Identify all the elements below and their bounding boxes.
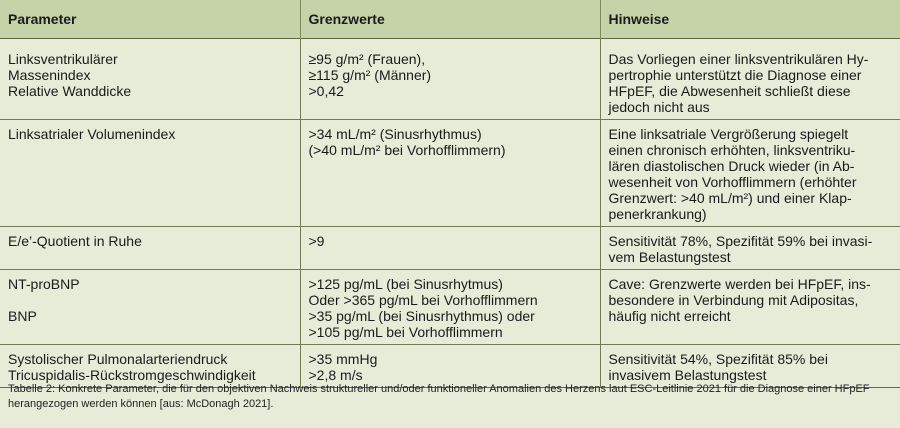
cell-line: pertrophie unterstützt die Diagnose einer [608,67,862,83]
cell-line: vem Belastungstest [608,249,731,265]
cell-line: Linksatrialer Volumenindex [8,126,176,142]
cell-parameter [0,120,300,227]
cell-line: (>40 mL/m² bei Vorhofflimmern) [308,142,506,158]
table-row [0,227,900,270]
cell-line: Cave: Grenzwerte werden bei HFpEF, ins- [608,276,871,292]
table-caption: Tabelle 2: Konkrete Parameter, die für den objektiven Nachweis struktureller und/oder funktioneller Anomalien des Herzens laut ESC-Leitlinie 2021 für die Diagnose einer HFpEF herangezogen werden können [aus: McDonagh 2021]. [8,383,870,410]
cell-line-spacer [8,292,292,308]
cell-grenzwerte [300,227,600,270]
table-row [0,270,900,345]
cell-line: Das Vorliegen einer linksventrikulären Hy- [608,51,869,67]
cell-line: invasivem Belastungstest [608,367,767,383]
cell-line: >2,8 m/s [308,367,363,383]
cell-line: >125 pg/mL (bei Sinusrhytmus) [308,276,503,292]
cell-hinweise [600,270,900,345]
table-row [0,39,900,120]
cell-line: häufig nicht erreicht [608,308,731,324]
cell-line: Oder >365 pg/mL bei Vorhofflimmern [308,292,538,308]
cell-line: >35 pg/mL (bei Sinusrhythmus) oder [308,308,535,324]
cell-line: Linksventrikulärer [8,51,118,67]
cell-line: penerkrankung) [608,206,707,222]
table-row [0,120,900,227]
cell-line: >9 [308,233,325,249]
cell-line: Sensitivität 78%, Spezifität 59% bei invasi- [608,233,873,249]
cell-line: E/e’-Quotient in Ruhe [8,233,142,249]
cell-parameter [0,227,300,270]
cell-line: Grenzwert: >40 mL/m²) und einer Klap- [608,190,852,206]
cell-line: Relative Wanddicke [8,83,132,99]
cell-grenzwerte [300,120,600,227]
cell-line: Eine linksatriale Vergrößerung spiegelt [608,126,849,142]
cell-parameter [0,39,300,120]
cell-line: Systolischer Pulmonalarteriendruck [8,351,228,367]
cell-line: BNP [8,308,37,324]
cell-line: wesenheit von Vorhofflimmern (erhöhter [608,174,857,190]
cell-line: >34 mL/m² (Sinusrhythmus) [308,126,482,142]
header-parameter: Parameter [0,0,300,39]
cell-line: Sensitivität 54%, Spezifität 85% bei [608,351,828,367]
cell-line: jedoch nicht aus [608,99,710,115]
header-hinweise: Hinweise [600,0,900,39]
cell-line: Massenindex [8,67,91,83]
cell-line: einen chronisch erhöhten, linksventriku- [608,142,856,158]
cell-line: NT-proBNP [8,276,80,292]
table-header-row [0,0,900,39]
header-grenzwerte: Grenzwerte [300,0,600,39]
cell-parameter [0,270,300,345]
cell-line: HFpEF, die Abwesenheit schließt diese [608,83,851,99]
cell-hinweise [600,39,900,120]
cell-line: >35 mmHg [308,351,378,367]
cell-hinweise [600,120,900,227]
cell-hinweise [600,227,900,270]
cell-grenzwerte [300,270,600,345]
cell-grenzwerte [300,39,600,120]
cell-line: >0,42 [308,83,344,99]
cell-line: lären diastolischen Druck wieder (in Ab- [608,158,855,174]
cell-line: >105 pg/mL bei Vorhofflimmern [308,324,503,340]
cell-line: besondere in Verbindung mit Adipositas, [608,292,859,308]
cell-line: ≥115 g/m² (Männer) [308,67,432,83]
cell-line: Tricuspidalis-Rückstromgeschwindigkeit [8,367,256,383]
cell-line: ≥95 g/m² (Frauen), [308,51,426,67]
